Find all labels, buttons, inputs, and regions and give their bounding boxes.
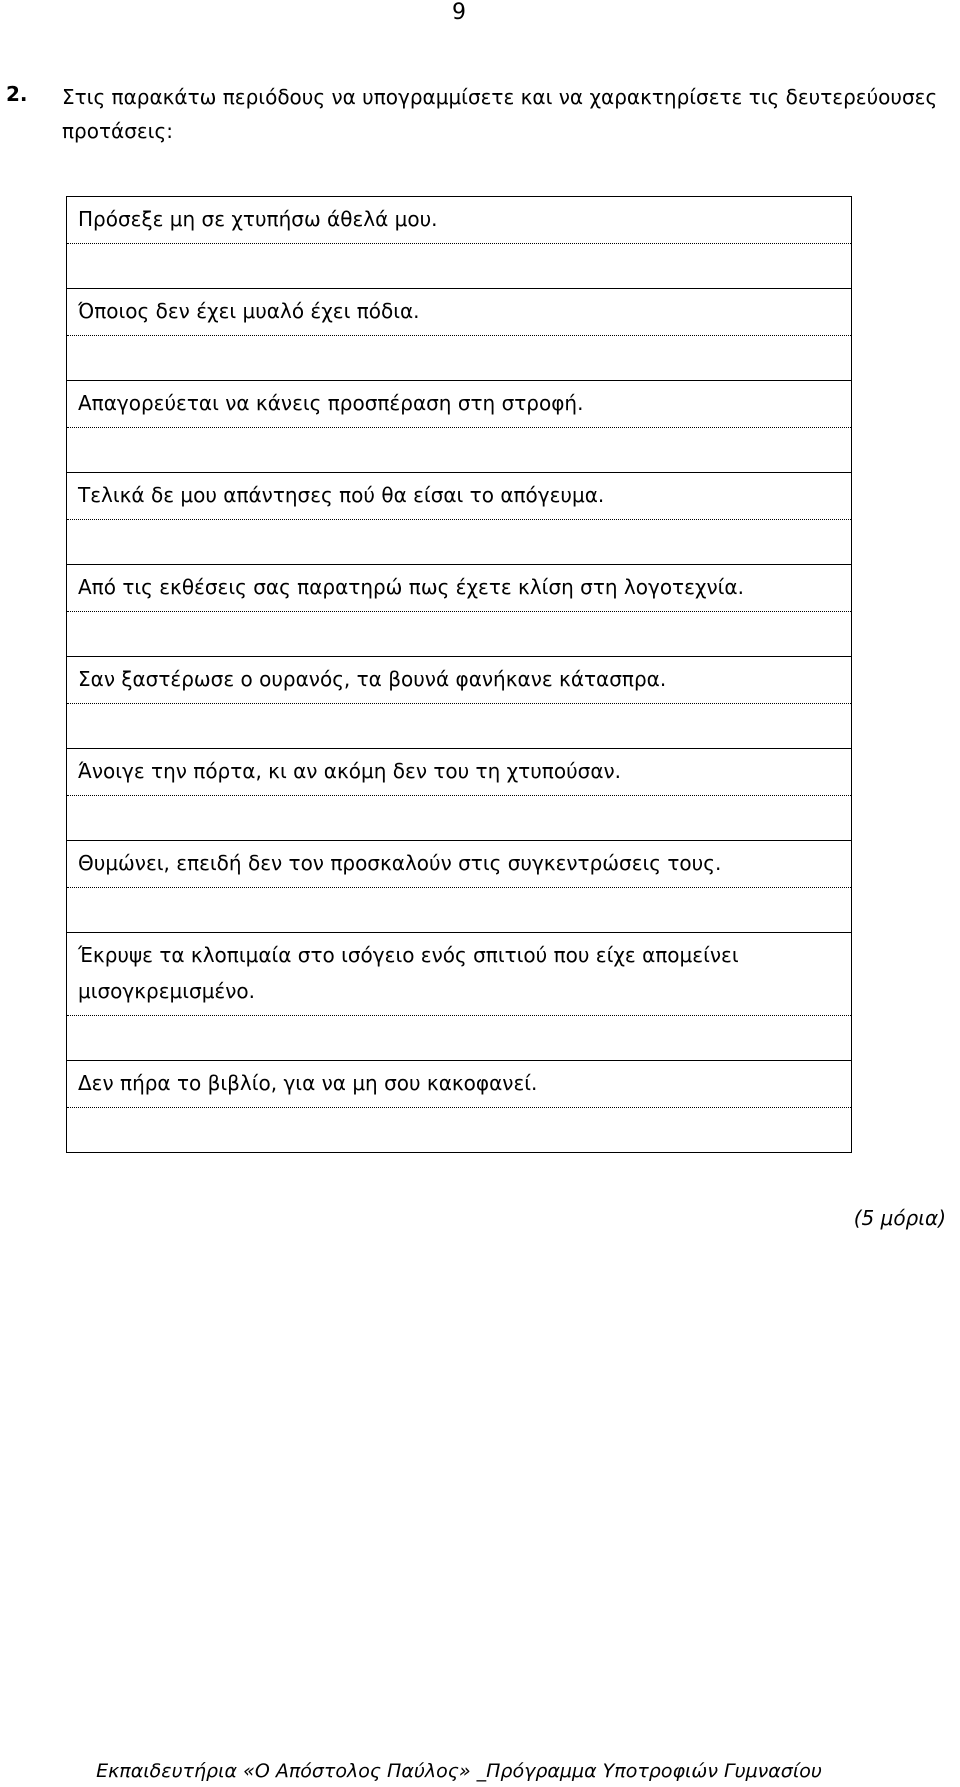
answer-line[interactable] bbox=[67, 519, 851, 564]
sentence-item bbox=[67, 749, 851, 841]
question-instruction: Στις παρακάτω περιόδους να υπογραμμίσετε και να χαρακτηρίσετε τις δευτερεύουσες προτάσεις: bbox=[62, 85, 938, 143]
sentence-item bbox=[67, 933, 851, 1061]
page-number: 9 bbox=[452, 0, 466, 25]
sentence-text: Πρόσεξε μη σε χτυπήσω άθελά μου. bbox=[78, 207, 438, 231]
answer-line[interactable] bbox=[67, 1107, 851, 1152]
answer-line[interactable] bbox=[67, 1015, 851, 1060]
answer-line[interactable] bbox=[67, 703, 851, 748]
sentence-text: Απαγορεύεται να κάνεις προσπέραση στη στροφή. bbox=[78, 391, 584, 415]
sentence-text: Δεν πήρα το βιβλίο, για να μη σου κακοφανεί. bbox=[78, 1071, 538, 1095]
sentence-item bbox=[67, 473, 851, 565]
answer-line[interactable] bbox=[67, 243, 851, 288]
sentence-item bbox=[67, 1061, 851, 1152]
sentence-text: Άνοιγε την πόρτα, κι αν ακόμη δεν του τη χτυπούσαν. bbox=[78, 759, 622, 783]
sentence-text: Θυμώνει, επειδή δεν τον προσκαλούν στις συγκεντρώσεις τους. bbox=[78, 851, 722, 875]
answer-line[interactable] bbox=[67, 335, 851, 380]
sentence-item bbox=[67, 841, 851, 933]
sentence-text: Τελικά δε μου απάντησες πού θα είσαι το απόγευμα. bbox=[78, 483, 605, 507]
sentence-item bbox=[67, 289, 851, 381]
sentence-item bbox=[67, 197, 851, 289]
sentence-item bbox=[67, 657, 851, 749]
answer-table bbox=[66, 196, 852, 1153]
sentence-text: Όποιος δεν έχει μυαλό έχει πόδια. bbox=[78, 299, 420, 323]
page-footer: Εκπαιδευτήρια «Ο Απόστολος Παύλος» _Πρόγραμμα Υποτροφιών Γυμνασίου bbox=[96, 1760, 822, 1782]
answer-line[interactable] bbox=[67, 611, 851, 656]
sentence-text: Έκρυψε τα κλοπιμαία στο ισόγειο ενός σπιτιού που είχε απομείνει μισογκρεμισμένο. bbox=[78, 943, 739, 1003]
sentence-item bbox=[67, 381, 851, 473]
answer-line[interactable] bbox=[67, 887, 851, 932]
answer-line[interactable] bbox=[67, 427, 851, 472]
sentence-text: Από τις εκθέσεις σας παρατηρώ πως έχετε κλίση στη λογοτεχνία. bbox=[78, 575, 744, 599]
sentence-item bbox=[67, 565, 851, 657]
score-label: (5 μόρια) bbox=[853, 1206, 946, 1230]
answer-line[interactable] bbox=[67, 795, 851, 840]
question-number: 2. bbox=[6, 82, 28, 106]
sentence-text: Σαν ξαστέρωσε ο ουρανός, τα βουνά φανήκανε κάτασπρα. bbox=[78, 667, 667, 691]
